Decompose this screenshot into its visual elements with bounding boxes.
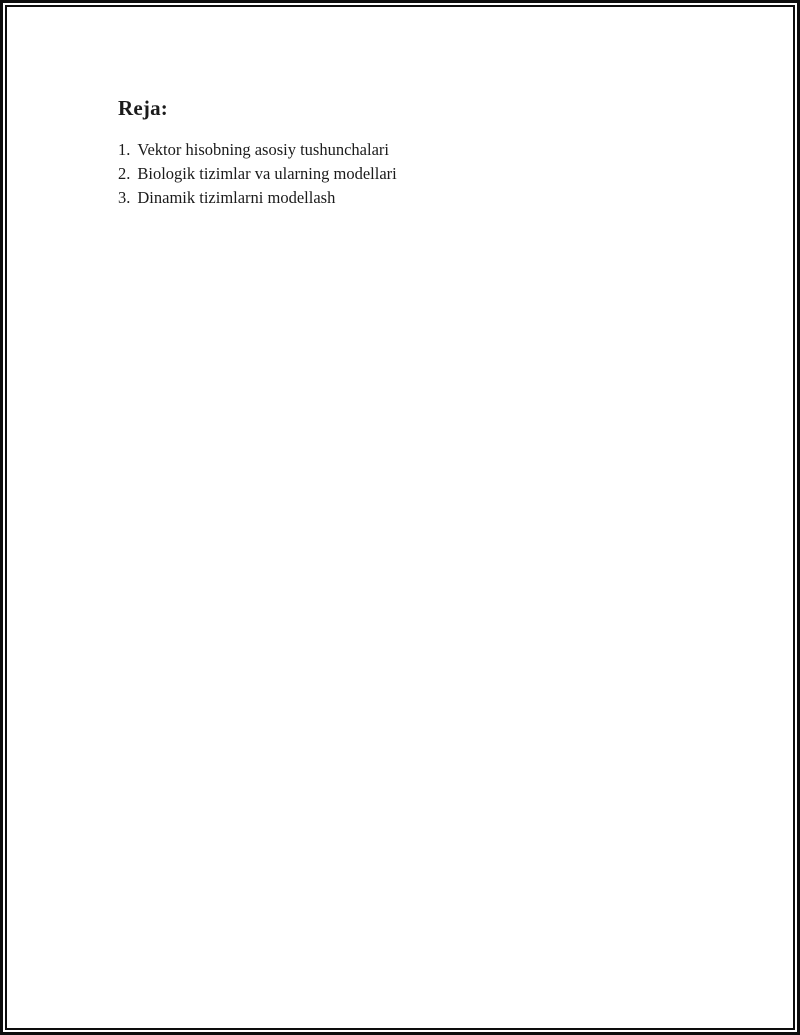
list-item-text: Biologik tizimlar va ularning modellari: [137, 164, 397, 183]
page-title: Reja:: [118, 96, 168, 120]
list-item-text: Dinamik tizimlarni modellash: [137, 188, 336, 207]
list-item-text: Vektor hisobning asosiy tushunchalari: [137, 140, 389, 159]
document-page: [5, 5, 795, 1030]
list-item: [118, 138, 397, 162]
list-item: [118, 186, 397, 210]
page-content: [118, 96, 397, 210]
numbered-list: [118, 138, 397, 210]
list-item: [118, 162, 397, 186]
list-item-number: 1.: [118, 140, 131, 159]
list-item-number: 3.: [118, 188, 131, 207]
list-item-number: 2.: [118, 164, 131, 183]
